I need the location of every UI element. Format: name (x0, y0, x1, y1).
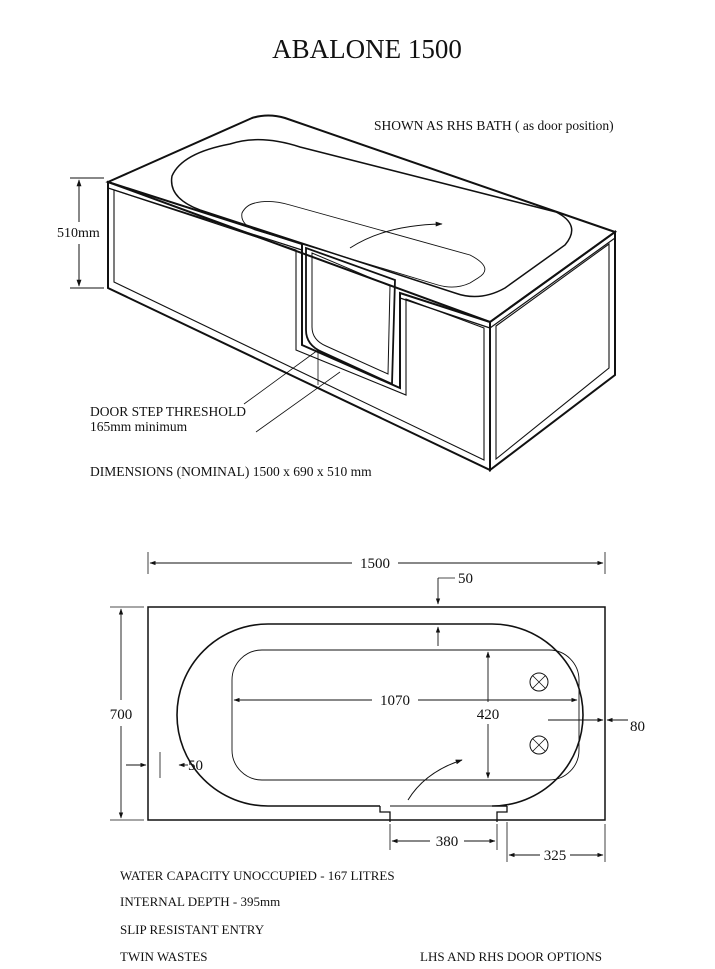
dimensions-label: DIMENSIONS (NOMINAL) 1500 x 690 x 510 mm (90, 464, 372, 479)
height-dimension-label: 510mm (57, 226, 100, 241)
door-width-label: 380 (435, 834, 459, 850)
spec-twin-wastes: TWIN WASTES (120, 949, 208, 964)
spec-water-capacity: WATER CAPACITY UNOCCUPIED - 167 LITRES (120, 868, 395, 883)
rim-top-label: 50 (458, 571, 473, 587)
waste-drain-icon (530, 673, 548, 691)
shown-as-note: SHOWN AS RHS BATH ( as door position) (374, 118, 614, 133)
rim-left-label: 50 (188, 758, 203, 774)
inner-length-label: 1070 (380, 693, 410, 709)
waste-drain-icon (530, 736, 548, 754)
spec-slip-resistant: SLIP RESISTANT ENTRY (120, 922, 265, 937)
drawing-title: ABALONE 1500 (272, 34, 462, 64)
spec-internal-depth: INTERNAL DEPTH - 395mm (120, 894, 281, 909)
plan-view (110, 552, 628, 862)
overall-length-label: 1500 (360, 556, 390, 572)
waste-offset-label: 80 (630, 719, 645, 735)
overall-width-label: 700 (109, 707, 133, 723)
spec-door-options: LHS AND RHS DOOR OPTIONS (420, 949, 603, 964)
door-offset-label: 325 (543, 848, 567, 864)
inner-width-label: 420 (476, 707, 500, 723)
door-step-sub-label: 165mm minimum (90, 419, 188, 434)
door-step-label: DOOR STEP THRESHOLD (90, 404, 247, 419)
